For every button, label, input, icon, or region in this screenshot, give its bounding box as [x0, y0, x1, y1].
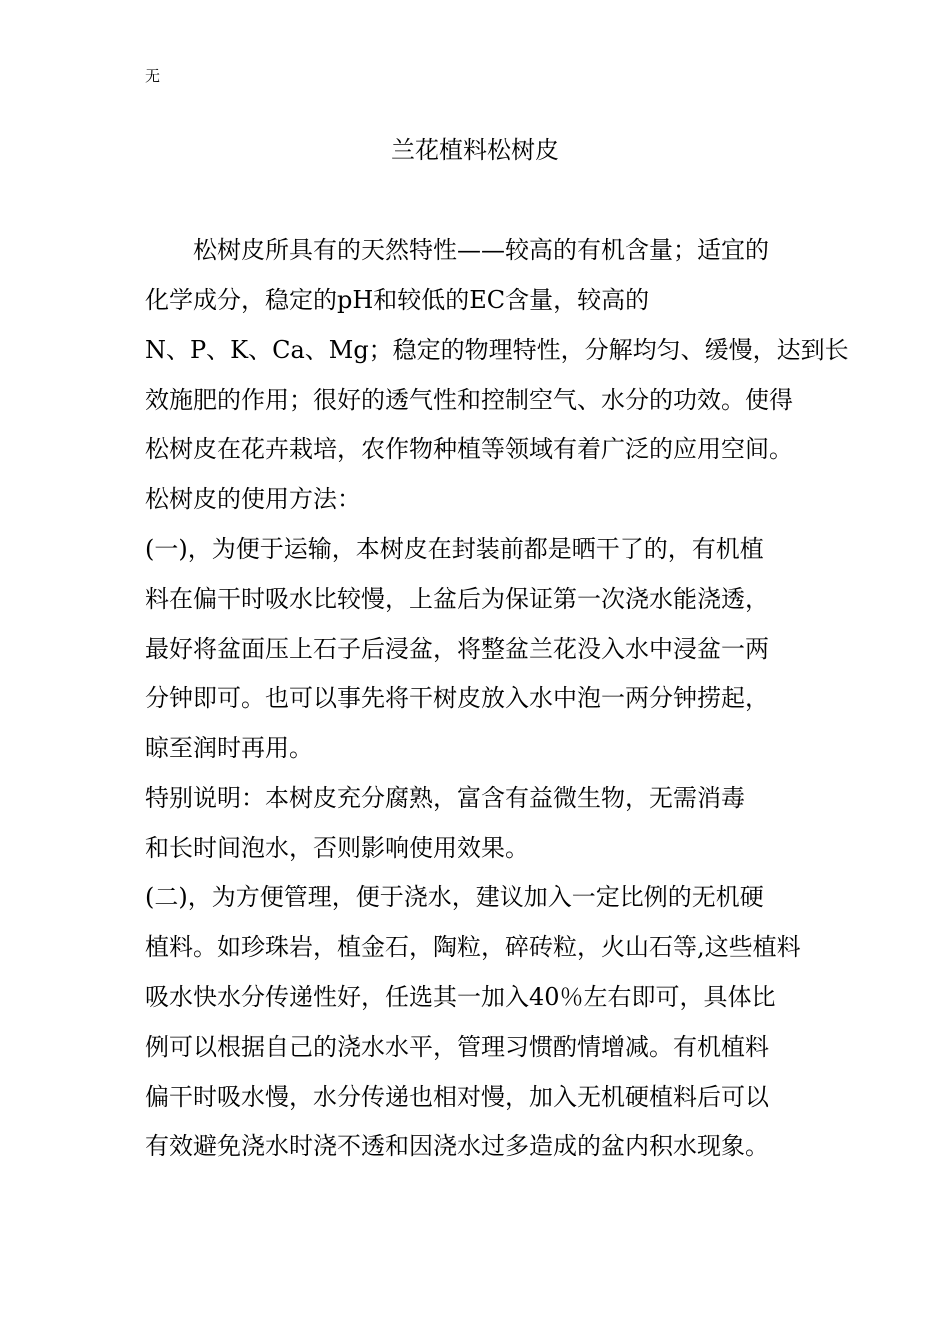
body-line: (二)，为方便管理，便于浇水，建议加入一定比例的无机硬 — [145, 883, 764, 911]
body-line: 植料。如珍珠岩，植金石，陶粒，碎砖粒，火山石等,这些植料 — [145, 933, 801, 961]
body-line: 例可以根据自己的浇水水平，管理习惯酌情增减。有机植料 — [145, 1033, 769, 1061]
body-line: 松树皮在花卉栽培，农作物种植等领域有着广泛的应用空间。 — [145, 435, 793, 463]
body-line: 偏干时吸水慢，水分传递也相对慢，加入无机硬植料后可以 — [145, 1083, 769, 1111]
body-line: (一)，为便于运输，本树皮在封装前都是晒干了的，有机植 — [145, 535, 764, 563]
body-line: 松树皮所具有的天然特性——较高的有机含量；适宜的 — [145, 236, 769, 264]
page-header: 无 — [145, 67, 161, 85]
body-line: 吸水快水分传递性好，任选其一加入40％左右即可，具体比 — [145, 983, 776, 1011]
body-line: 松树皮的使用方法： — [145, 485, 361, 513]
body-line: 晾至润时再用。 — [145, 734, 313, 762]
document-title: 兰花植料松树皮 — [391, 136, 559, 164]
body-line: 有效避免浇水时浇不透和因浇水过多造成的盆内积水现象。 — [145, 1132, 769, 1160]
body-line: 和长时间泡水，否则影响使用效果。 — [145, 834, 529, 862]
body-line: 效施肥的作用；很好的透气性和控制空气、水分的功效。使得 — [145, 386, 793, 414]
body-line: N、P、K、Ca、Mg；稳定的物理特性，分解均匀、缓慢，达到长 — [145, 336, 849, 364]
body-line: 特别说明：本树皮充分腐熟，富含有益微生物，无需消毒 — [145, 784, 745, 812]
body-line: 分钟即可。也可以事先将干树皮放入水中泡一两分钟捞起， — [145, 684, 769, 712]
body-line: 料在偏干时吸水比较慢，上盆后为保证第一次浇水能浇透， — [145, 585, 769, 613]
body-line: 最好将盆面压上石子后浸盆，将整盆兰花没入水中浸盆一两 — [145, 635, 769, 663]
body-line: 化学成分，稳定的pH和较低的EC含量，较高的 — [145, 286, 650, 314]
